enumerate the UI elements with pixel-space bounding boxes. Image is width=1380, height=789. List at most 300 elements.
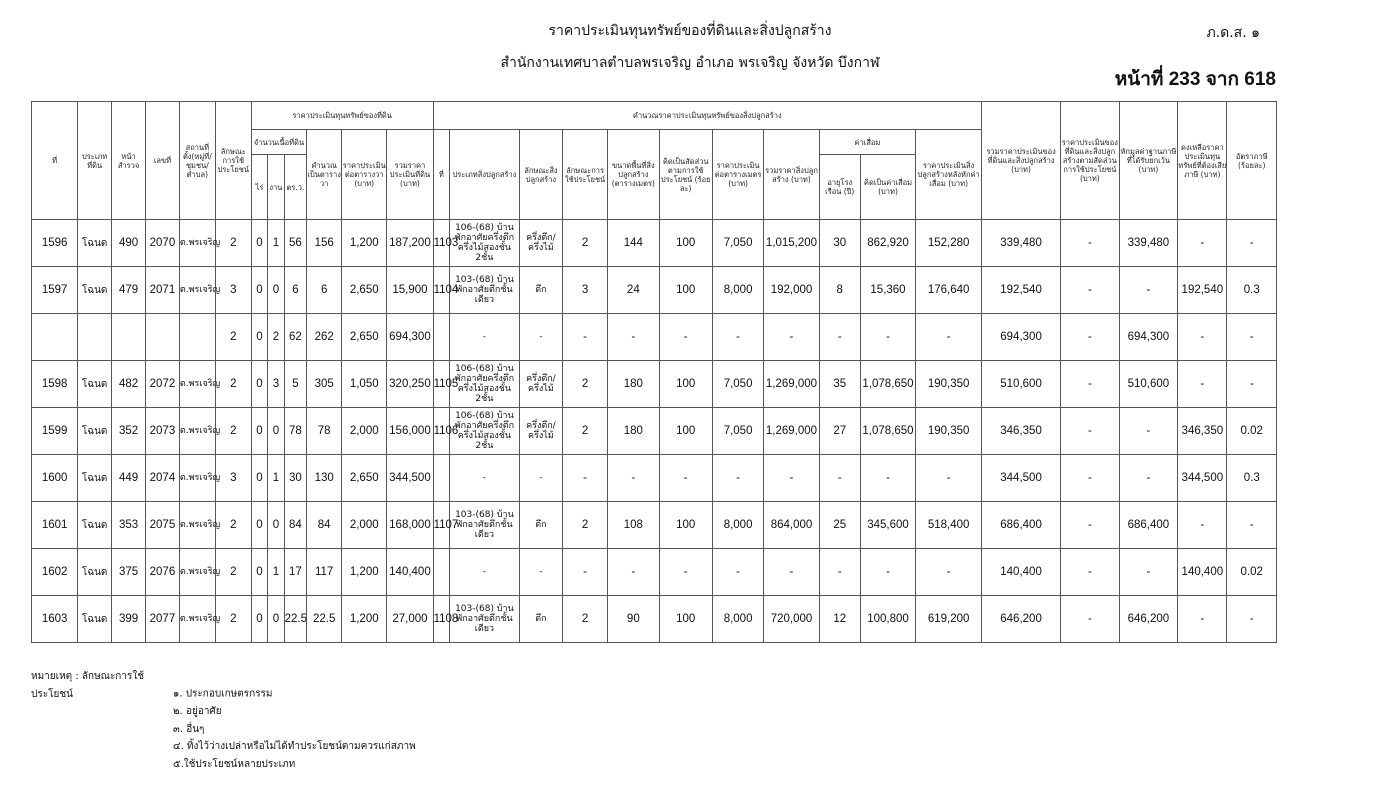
cell-b-type: 106-(68) บ้านพักอาศัยครึ่งตึกครึ่งไม้สองชั้น 2ชั้น: [450, 408, 520, 455]
cell-wa: 62: [284, 314, 307, 361]
cell-survey-page: 482: [112, 361, 146, 408]
cell-ngan: 1: [268, 549, 284, 596]
table-row: [32, 220, 1277, 267]
cell-land-total: 140,400: [387, 549, 433, 596]
cell-b-style: -: [519, 549, 562, 596]
cell-dep-age: -: [819, 314, 860, 361]
cell-b-no: [433, 314, 449, 361]
cell-b-type: 103-(68) บ้านพักอาศัยตึกชั้นเดียว: [450, 267, 520, 314]
cell-ratio-value: -: [1061, 220, 1120, 267]
cell-deduction: -: [1119, 408, 1178, 455]
cell-b-type: 106-(68) บ้านพักอาศัยครึ่งตึกครึ่งไม้สองชั้น 2ชั้น: [450, 361, 520, 408]
cell-b-price-per-m: 7,050: [712, 220, 763, 267]
cell-rai: 0: [251, 314, 267, 361]
col-land-type: ประเภทที่ดิน: [78, 102, 112, 220]
cell-b-after-dep: -: [916, 549, 982, 596]
cell-location: [179, 314, 215, 361]
cell-location: ต.พรเจริญ: [179, 408, 215, 455]
cell-land-type: โฉนด: [78, 455, 112, 502]
cell-tax-rate: 0.3: [1227, 455, 1277, 502]
cell-b-usage: 2: [562, 361, 607, 408]
cell-total-value: 140,400: [982, 549, 1061, 596]
group-land-area: จำนวนเนื้อที่ดิน: [251, 130, 306, 155]
cell-b-total: 864,000: [764, 502, 819, 549]
col-building-after-dep: ราคาประเมินสิ่งปลูกสร้างหลังหักค่าเสื่อม (บาท): [916, 130, 982, 220]
cell-usage: 2: [215, 314, 251, 361]
cell-no: 1599: [32, 408, 78, 455]
cell-deduction: -: [1119, 455, 1178, 502]
cell-usage: 3: [215, 267, 251, 314]
cell-b-after-dep: 190,350: [916, 361, 982, 408]
cell-usage: 2: [215, 408, 251, 455]
cell-ngan: 0: [268, 267, 284, 314]
col-building-total: รวมราคาสิ่งปลูกสร้าง (บาท): [764, 130, 819, 220]
cell-b-total: 1,269,000: [764, 361, 819, 408]
cell-b-type: 103-(68) บ้านพักอาศัยตึกชั้นเดียว: [450, 502, 520, 549]
cell-b-percent: -: [659, 455, 712, 502]
col-rai: ไร่: [251, 155, 267, 220]
cell-b-no: 1103: [433, 220, 449, 267]
cell-dep-amount: -: [860, 455, 915, 502]
cell-usage: 2: [215, 361, 251, 408]
cell-dep-age: -: [819, 455, 860, 502]
cell-taxable: 344,500: [1178, 455, 1227, 502]
cell-tax-rate: -: [1227, 502, 1277, 549]
document-subtitle: สำนักงานเทศบาลตำบลพรเจริญ อำเภอ พรเจริญ จังหวัด บึงกาฬ: [500, 55, 880, 71]
cell-dep-amount: 15,360: [860, 267, 915, 314]
col-area-sqwa: คำนวณเป็นตารางวา: [307, 130, 342, 220]
cell-ratio-value: -: [1061, 455, 1120, 502]
cell-dep-amount: 1,078,650: [860, 408, 915, 455]
cell-ngan: 2: [268, 314, 284, 361]
cell-b-after-dep: -: [916, 314, 982, 361]
group-depreciation: ค่าเสื่อม: [819, 130, 916, 155]
cell-b-size: 24: [608, 267, 659, 314]
cell-b-usage: 2: [562, 408, 607, 455]
cell-b-total: 1,269,000: [764, 408, 819, 455]
col-tax-rate: อัตราภาษี (ร้อยละ): [1227, 102, 1277, 220]
cell-price-per-wa: 1,050: [342, 361, 387, 408]
cell-b-style: ตึก: [519, 267, 562, 314]
cell-dep-age: 35: [819, 361, 860, 408]
col-building-size: ขนาดพื้นที่สิ่งปลูกสร้าง (ตารางเมตร): [608, 130, 659, 220]
cell-rai: 0: [251, 408, 267, 455]
cell-b-size: -: [608, 314, 659, 361]
notes-label: หมายเหตุ : ลักษณะการใช้ประโยชน์: [31, 671, 145, 700]
col-no: ที่: [32, 102, 78, 220]
cell-total-value: 192,540: [982, 267, 1061, 314]
note-item: ๕.ใช้ประโยชน์หลายประเภท: [173, 758, 296, 770]
col-building-price-per-m: ราคาประเมินต่อตารางเมตร (บาท): [712, 130, 763, 220]
cell-wa: 5: [284, 361, 307, 408]
cell-b-type: -: [450, 455, 520, 502]
group-building-valuation: คำนวณราคาประเมินทุนทรัพย์ของสิ่งปลูกสร้าง: [433, 102, 981, 130]
col-wa: ตร.ว.: [284, 155, 307, 220]
page-number: หน้าที่ 233 จาก 618: [1114, 69, 1276, 90]
note-item: ๒. อยู่อาศัย: [173, 706, 222, 717]
cell-rai: 0: [251, 455, 267, 502]
cell-b-style: ตึก: [519, 502, 562, 549]
col-total-value: รวมราคาประเมินของที่ดินและสิ่งปลูกสร้าง (บาท): [982, 102, 1061, 220]
cell-land-total: 156,000: [387, 408, 433, 455]
cell-b-after-dep: 176,640: [916, 267, 982, 314]
cell-b-price-per-m: 7,050: [712, 408, 763, 455]
cell-dep-age: 8: [819, 267, 860, 314]
cell-total-value: 339,480: [982, 220, 1061, 267]
cell-ratio-value: -: [1061, 408, 1120, 455]
cell-ngan: 3: [268, 361, 284, 408]
cell-ratio-value: -: [1061, 596, 1120, 643]
cell-tax-rate: -: [1227, 596, 1277, 643]
col-building-type: ประเภทสิ่งปลูกสร้าง: [450, 130, 520, 220]
cell-location: ต.พรเจริญ: [179, 596, 215, 643]
cell-b-usage: -: [562, 314, 607, 361]
cell-tax-rate: -: [1227, 220, 1277, 267]
cell-no: 1598: [32, 361, 78, 408]
cell-b-price-per-m: 7,050: [712, 361, 763, 408]
cell-no: 1602: [32, 549, 78, 596]
cell-price-per-wa: 2,000: [342, 408, 387, 455]
cell-b-size: 180: [608, 408, 659, 455]
cell-b-style: -: [519, 455, 562, 502]
table-row: [32, 314, 1277, 361]
cell-doc-no: 2072: [146, 361, 180, 408]
cell-rai: 0: [251, 549, 267, 596]
cell-doc-no: 2076: [146, 549, 180, 596]
cell-b-percent: 100: [659, 408, 712, 455]
cell-b-no: [433, 455, 449, 502]
cell-dep-age: -: [819, 549, 860, 596]
cell-land-type: โฉนด: [78, 408, 112, 455]
cell-no: 1597: [32, 267, 78, 314]
cell-b-price-per-m: 8,000: [712, 267, 763, 314]
cell-ratio-value: -: [1061, 361, 1120, 408]
cell-area-sqwa: 262: [307, 314, 342, 361]
cell-b-no: 1106: [433, 408, 449, 455]
cell-b-percent: -: [659, 314, 712, 361]
cell-deduction: 339,480: [1119, 220, 1178, 267]
cell-land-type: โฉนด: [78, 502, 112, 549]
cell-survey-page: [112, 314, 146, 361]
table-row: [32, 267, 1277, 314]
cell-tax-rate: 0.02: [1227, 549, 1277, 596]
cell-wa: 6: [284, 267, 307, 314]
note-item: ๔. ทิ้งไว้ว่างเปล่าหรือไม่ได้ทำประโยชน์ตามควรแก่สภาพ: [173, 741, 416, 752]
cell-ratio-value: -: [1061, 267, 1120, 314]
cell-b-after-dep: -: [916, 455, 982, 502]
cell-taxable: 346,350: [1178, 408, 1227, 455]
cell-b-total: -: [764, 455, 819, 502]
cell-land-total: 320,250: [387, 361, 433, 408]
cell-land-type: [78, 314, 112, 361]
cell-doc-no: 2071: [146, 267, 180, 314]
cell-dep-age: 30: [819, 220, 860, 267]
cell-no: 1603: [32, 596, 78, 643]
cell-b-price-per-m: -: [712, 455, 763, 502]
table-row: [32, 596, 1277, 643]
cell-total-value: 346,350: [982, 408, 1061, 455]
cell-location: ต.พรเจริญ: [179, 361, 215, 408]
cell-b-usage: -: [562, 455, 607, 502]
cell-no: 1596: [32, 220, 78, 267]
cell-ngan: 0: [268, 596, 284, 643]
cell-location: ต.พรเจริญ: [179, 455, 215, 502]
form-code: ภ.ด.ส. ๑: [1206, 25, 1260, 41]
col-building-style: ลักษณะสิ่งปลูกสร้าง: [519, 130, 562, 220]
cell-b-size: 144: [608, 220, 659, 267]
cell-b-style: ตึก: [519, 596, 562, 643]
cell-ngan: 1: [268, 220, 284, 267]
cell-ngan: 1: [268, 455, 284, 502]
col-ratio-value: ราคาประเมินของที่ดินและสิ่งปลูกสร้างตามสัดส่วนการใช้ประโยชน์ (บาท): [1061, 102, 1120, 220]
cell-deduction: -: [1119, 267, 1178, 314]
col-usage: ลักษณะการใช้ประโยชน์: [215, 102, 251, 220]
cell-rai: 0: [251, 361, 267, 408]
cell-b-style: ครึ่งตึก/ครึ่งไม้: [519, 408, 562, 455]
cell-usage: 2: [215, 502, 251, 549]
cell-price-per-wa: 1,200: [342, 596, 387, 643]
cell-ngan: 0: [268, 408, 284, 455]
table-row: [32, 502, 1277, 549]
col-building-usage: ลักษณะการใช้ประโยชน์: [562, 130, 607, 220]
col-survey-page: หน้าสำรวจ: [112, 102, 146, 220]
cell-area-sqwa: 130: [307, 455, 342, 502]
cell-b-size: -: [608, 549, 659, 596]
cell-land-type: โฉนด: [78, 220, 112, 267]
table-row: [32, 455, 1277, 502]
cell-dep-amount: 1,078,650: [860, 361, 915, 408]
cell-b-usage: 2: [562, 596, 607, 643]
cell-area-sqwa: 84: [307, 502, 342, 549]
cell-taxable: -: [1178, 361, 1227, 408]
cell-price-per-wa: 2,650: [342, 455, 387, 502]
cell-b-no: 1104: [433, 267, 449, 314]
cell-b-total: -: [764, 314, 819, 361]
cell-b-percent: 100: [659, 502, 712, 549]
cell-b-percent: 100: [659, 596, 712, 643]
cell-deduction: -: [1119, 549, 1178, 596]
cell-doc-no: 2074: [146, 455, 180, 502]
cell-b-no: 1105: [433, 361, 449, 408]
cell-ratio-value: -: [1061, 314, 1120, 361]
cell-rai: 0: [251, 220, 267, 267]
cell-taxable: -: [1178, 220, 1227, 267]
cell-dep-amount: -: [860, 549, 915, 596]
cell-survey-page: 449: [112, 455, 146, 502]
cell-b-after-dep: 152,280: [916, 220, 982, 267]
col-deduction: หักมูลค่าฐานภาษีที่ได้รับยกเว้น (บาท): [1119, 102, 1178, 220]
cell-b-usage: 2: [562, 502, 607, 549]
cell-total-value: 686,400: [982, 502, 1061, 549]
cell-wa: 78: [284, 408, 307, 455]
cell-deduction: 646,200: [1119, 596, 1178, 643]
cell-price-per-wa: 2,650: [342, 314, 387, 361]
cell-land-total: 27,000: [387, 596, 433, 643]
table-row: [32, 361, 1277, 408]
assessment-table: [31, 101, 1277, 643]
cell-total-value: 510,600: [982, 361, 1061, 408]
note-item: ๑. ประกอบเกษตรกรรม: [173, 688, 273, 700]
cell-dep-age: 27: [819, 408, 860, 455]
cell-b-size: 180: [608, 361, 659, 408]
cell-dep-age: 12: [819, 596, 860, 643]
cell-b-no: [433, 549, 449, 596]
group-land-valuation: ราคาประเมินทุนทรัพย์ของที่ดิน: [251, 102, 433, 130]
cell-wa: 22.5: [284, 596, 307, 643]
cell-taxable: 140,400: [1178, 549, 1227, 596]
cell-dep-age: 25: [819, 502, 860, 549]
cell-wa: 84: [284, 502, 307, 549]
cell-dep-amount: -: [860, 314, 915, 361]
cell-land-type: โฉนด: [78, 596, 112, 643]
cell-taxable: -: [1178, 502, 1227, 549]
cell-b-price-per-m: -: [712, 549, 763, 596]
cell-land-total: 694,300: [387, 314, 433, 361]
cell-land-total: 15,900: [387, 267, 433, 314]
cell-taxable: -: [1178, 314, 1227, 361]
cell-usage: 2: [215, 220, 251, 267]
cell-b-after-dep: 190,350: [916, 408, 982, 455]
cell-b-usage: 2: [562, 220, 607, 267]
cell-tax-rate: -: [1227, 314, 1277, 361]
cell-b-type: -: [450, 314, 520, 361]
cell-wa: 30: [284, 455, 307, 502]
cell-total-value: 344,500: [982, 455, 1061, 502]
cell-area-sqwa: 117: [307, 549, 342, 596]
cell-b-price-per-m: -: [712, 314, 763, 361]
cell-b-size: 108: [608, 502, 659, 549]
cell-survey-page: 352: [112, 408, 146, 455]
cell-b-style: -: [519, 314, 562, 361]
col-land-total: รวมราคาประเมินที่ดิน (บาท): [387, 130, 433, 220]
cell-doc-no: 2075: [146, 502, 180, 549]
cell-land-type: โฉนด: [78, 267, 112, 314]
cell-b-type: -: [450, 549, 520, 596]
cell-doc-no: [146, 314, 180, 361]
cell-location: ต.พรเจริญ: [179, 502, 215, 549]
cell-b-style: ครึ่งตึก/ครึ่งไม้: [519, 220, 562, 267]
cell-survey-page: 353: [112, 502, 146, 549]
cell-taxable: 192,540: [1178, 267, 1227, 314]
cell-b-percent: 100: [659, 267, 712, 314]
cell-b-percent: 100: [659, 220, 712, 267]
cell-no: 1601: [32, 502, 78, 549]
cell-b-total: -: [764, 549, 819, 596]
cell-location: ต.พรเจริญ: [179, 267, 215, 314]
cell-survey-page: 490: [112, 220, 146, 267]
cell-wa: 56: [284, 220, 307, 267]
col-location: สถานที่ตั้ง(หมู่ที่/ชุมชน/ตำบล): [179, 102, 215, 220]
cell-taxable: -: [1178, 596, 1227, 643]
cell-b-no: 1108: [433, 596, 449, 643]
cell-b-usage: 3: [562, 267, 607, 314]
cell-usage: 3: [215, 455, 251, 502]
col-dep-amount: คิดเป็นค่าเสื่อม (บาท): [860, 155, 915, 220]
cell-land-type: โฉนด: [78, 361, 112, 408]
cell-location: ต.พรเจริญ: [179, 549, 215, 596]
cell-usage: 2: [215, 549, 251, 596]
cell-price-per-wa: 2,650: [342, 267, 387, 314]
cell-area-sqwa: 22.5: [307, 596, 342, 643]
cell-survey-page: 375: [112, 549, 146, 596]
document-title: ราคาประเมินทุนทรัพย์ของที่ดินและสิ่งปลูกสร้าง: [548, 23, 832, 39]
cell-tax-rate: -: [1227, 361, 1277, 408]
table-body: [32, 220, 1277, 643]
cell-tax-rate: 0.02: [1227, 408, 1277, 455]
cell-rai: 0: [251, 502, 267, 549]
cell-total-value: 694,300: [982, 314, 1061, 361]
cell-b-type: 103-(68) บ้านพักอาศัยตึกชั้นเดียว: [450, 596, 520, 643]
col-taxable: คงเหลือราคาประเมินทุนทรัพย์ที่ต้องเสียภาษี (บาท): [1178, 102, 1227, 220]
cell-tax-rate: 0.3: [1227, 267, 1277, 314]
cell-location: ต.พรเจริญ: [179, 220, 215, 267]
cell-survey-page: 399: [112, 596, 146, 643]
cell-no: 1600: [32, 455, 78, 502]
cell-area-sqwa: 78: [307, 408, 342, 455]
col-ngan: งาน: [268, 155, 284, 220]
cell-land-total: 344,500: [387, 455, 433, 502]
cell-b-size: -: [608, 455, 659, 502]
col-price-per-wa: ราคาประเมินต่อตารางวา (บาท): [342, 130, 387, 220]
cell-no: [32, 314, 78, 361]
cell-ratio-value: -: [1061, 502, 1120, 549]
cell-rai: 0: [251, 596, 267, 643]
col-doc-no: เลขที่: [146, 102, 180, 220]
cell-ratio-value: -: [1061, 549, 1120, 596]
col-building-percent: คิดเป็นสัดส่วนตามการใช้ประโยชน์ (ร้อยละ): [659, 130, 712, 220]
cell-rai: 0: [251, 267, 267, 314]
cell-dep-amount: 100,800: [860, 596, 915, 643]
cell-b-total: 192,000: [764, 267, 819, 314]
cell-deduction: 510,600: [1119, 361, 1178, 408]
cell-b-total: 1,015,200: [764, 220, 819, 267]
cell-area-sqwa: 156: [307, 220, 342, 267]
cell-ngan: 0: [268, 502, 284, 549]
cell-deduction: 686,400: [1119, 502, 1178, 549]
cell-dep-amount: 862,920: [860, 220, 915, 267]
cell-area-sqwa: 305: [307, 361, 342, 408]
cell-usage: 2: [215, 596, 251, 643]
note-item: ๓. อื่นๆ: [173, 723, 205, 735]
cell-b-after-dep: 518,400: [916, 502, 982, 549]
col-dep-age: อายุโรงเรือน (ปี): [819, 155, 860, 220]
cell-price-per-wa: 2,000: [342, 502, 387, 549]
cell-b-percent: 100: [659, 361, 712, 408]
cell-land-type: โฉนด: [78, 549, 112, 596]
cell-doc-no: 2070: [146, 220, 180, 267]
notes: [31, 668, 416, 773]
cell-survey-page: 479: [112, 267, 146, 314]
cell-b-price-per-m: 8,000: [712, 596, 763, 643]
cell-land-total: 168,000: [387, 502, 433, 549]
table-row: [32, 549, 1277, 596]
cell-wa: 17: [284, 549, 307, 596]
col-building-no: ที่: [433, 130, 449, 220]
cell-doc-no: 2073: [146, 408, 180, 455]
cell-land-total: 187,200: [387, 220, 433, 267]
cell-b-size: 90: [608, 596, 659, 643]
cell-deduction: 694,300: [1119, 314, 1178, 361]
cell-price-per-wa: 1,200: [342, 220, 387, 267]
cell-area-sqwa: 6: [307, 267, 342, 314]
cell-b-price-per-m: 8,000: [712, 502, 763, 549]
table-row: [32, 408, 1277, 455]
cell-b-after-dep: 619,200: [916, 596, 982, 643]
cell-total-value: 646,200: [982, 596, 1061, 643]
cell-b-usage: -: [562, 549, 607, 596]
cell-price-per-wa: 1,200: [342, 549, 387, 596]
cell-b-total: 720,000: [764, 596, 819, 643]
